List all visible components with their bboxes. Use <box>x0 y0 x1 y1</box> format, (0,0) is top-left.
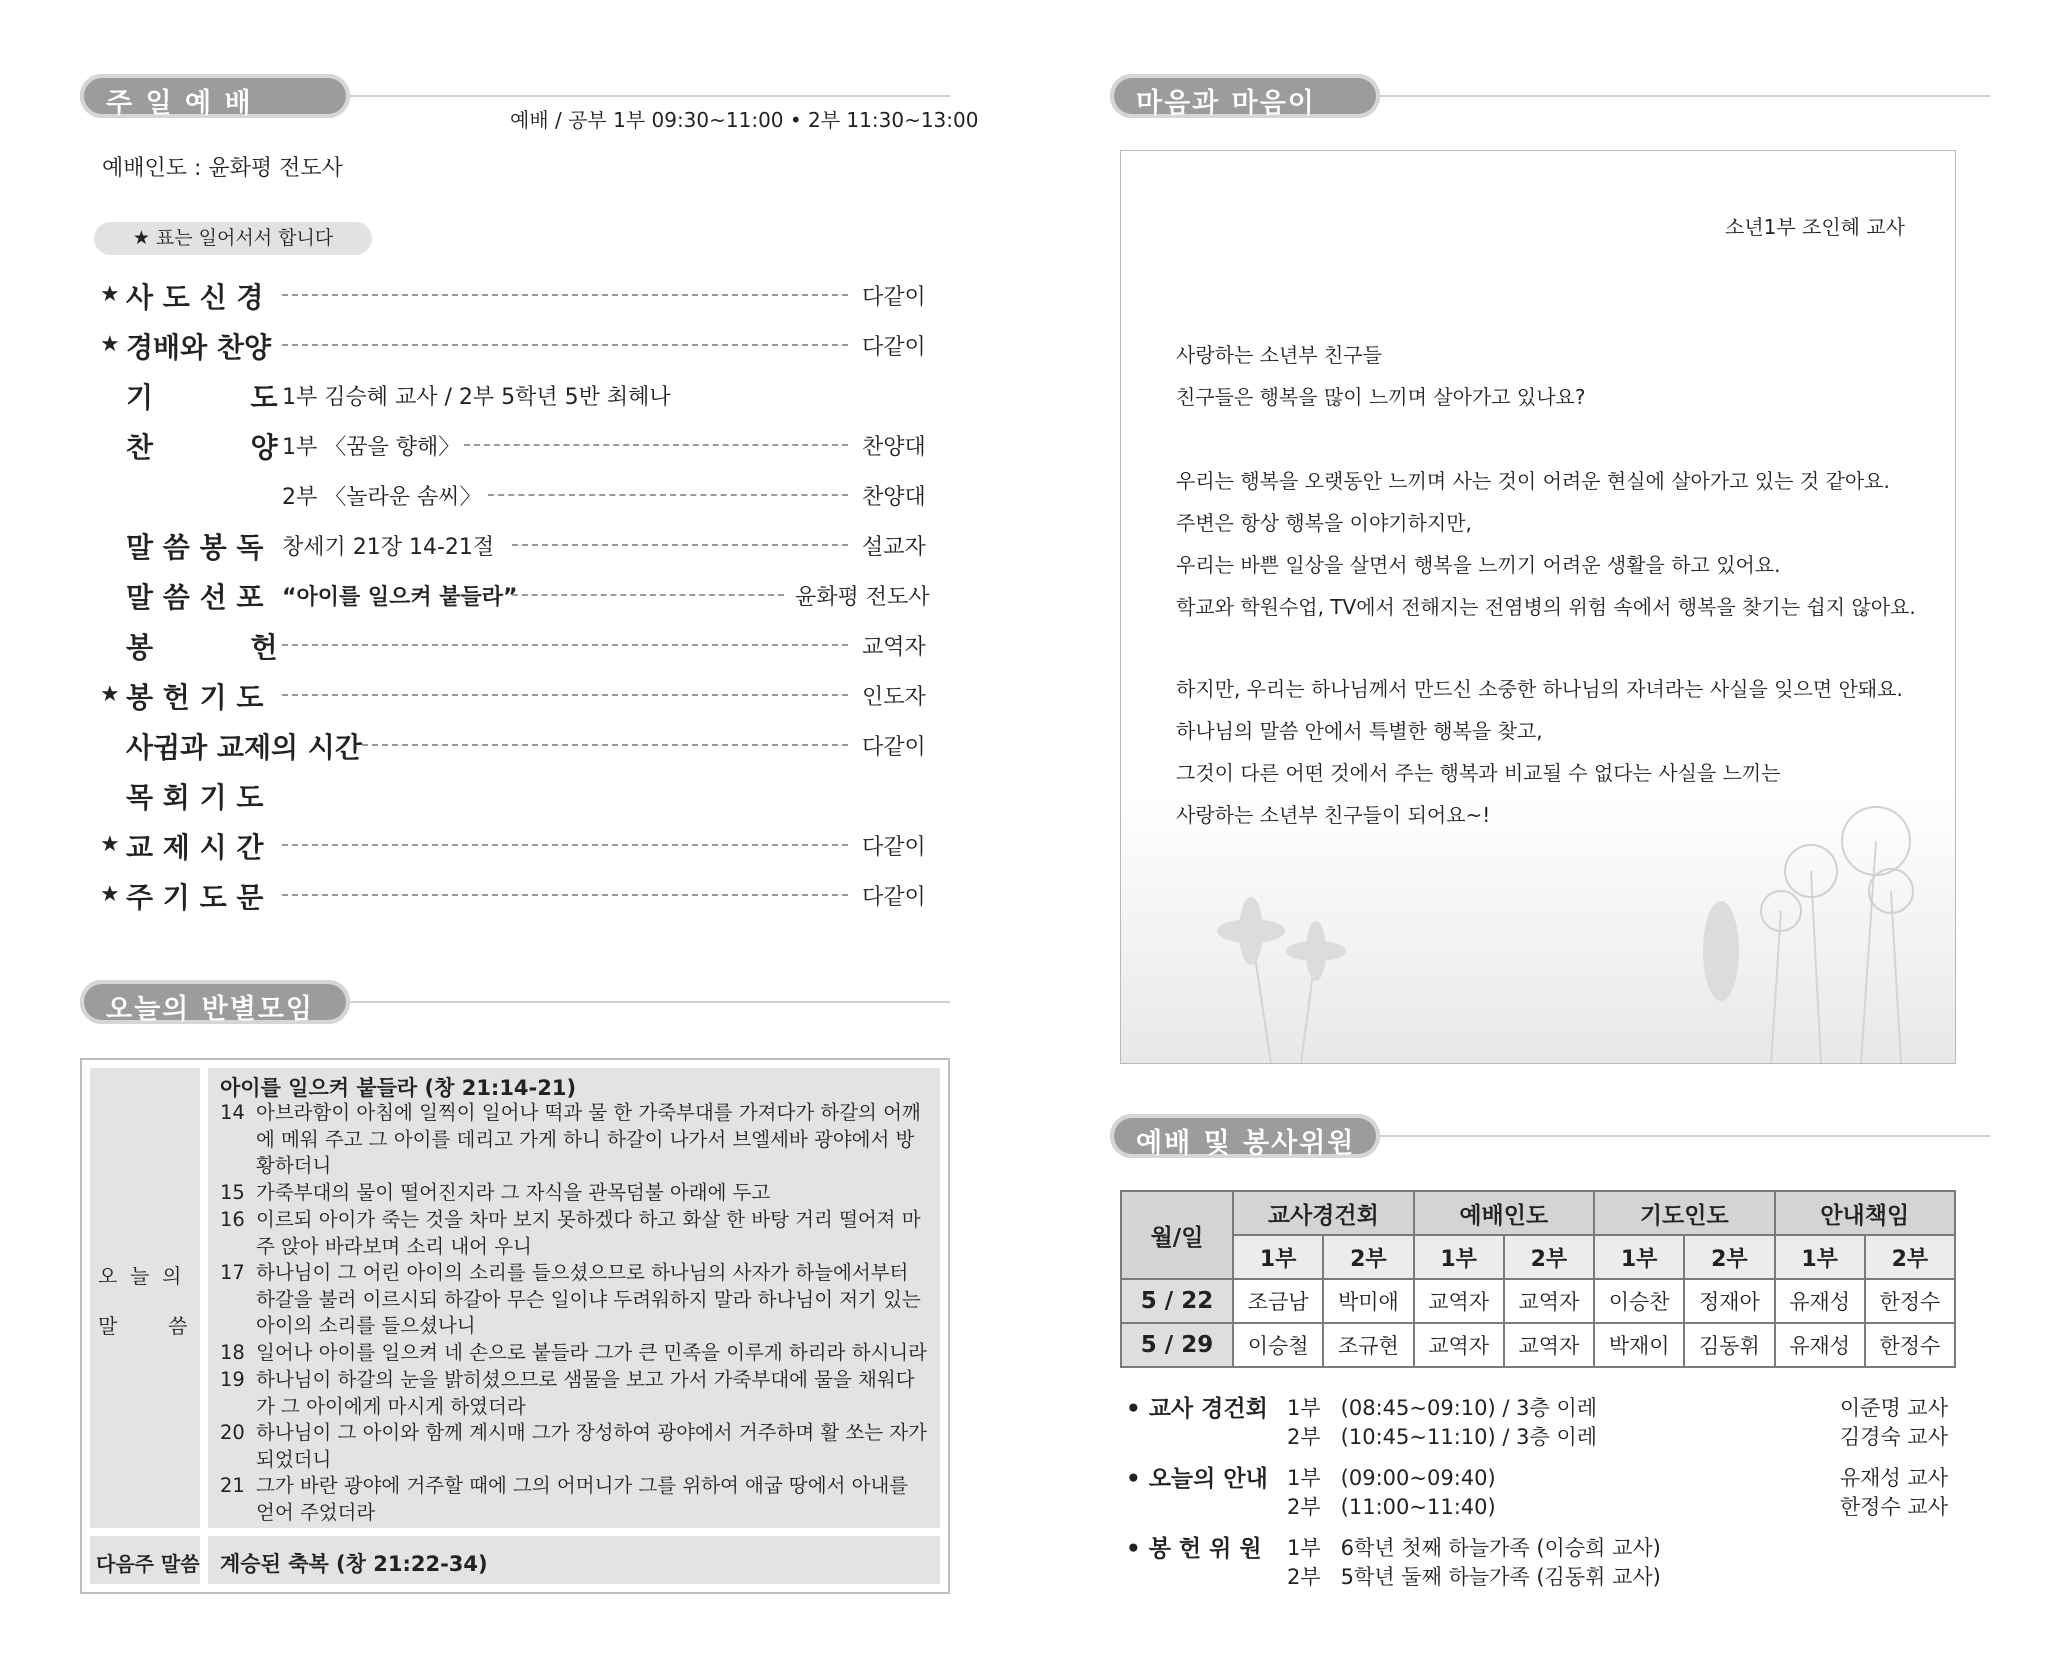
verse-text: 그가 바란 광야에 거주할 때에 그의 어머니가 그를 위하여 애굽 땅에서 아내를 얻어 주었더라 <box>256 1474 909 1524</box>
order-right: 다같이 <box>862 835 926 860</box>
worship-leader: 예배인도 : 윤화평 전도사 <box>102 156 343 181</box>
table-cell: 교역자 <box>1414 1323 1504 1367</box>
info-right: 한정수 교사 <box>1839 1495 1948 1519</box>
scripture-box <box>80 1058 950 1594</box>
passage-title: 아이를 일으켜 붙들라 (창 21:14-21) <box>220 1076 577 1100</box>
table-cell: 교역자 <box>1504 1323 1594 1367</box>
group-header: 교사경건회 <box>1233 1191 1414 1235</box>
sub-header: 1부 <box>1233 1235 1323 1279</box>
verse-number: 16 <box>220 1208 245 1231</box>
star-icon: ★ <box>100 682 120 707</box>
divider <box>1380 1135 1990 1137</box>
sub-header: 1부 <box>1414 1235 1504 1279</box>
order-label: 봉 헌 <box>126 631 278 664</box>
info-line: 1부 (09:00~09:40) <box>1287 1466 1496 1490</box>
order-label: 말 씀 선 포 <box>126 581 264 614</box>
order-label: 교 제 시 간 <box>126 831 264 864</box>
table-cell: 교역자 <box>1414 1279 1504 1323</box>
order-item <box>100 724 940 764</box>
info-line: 2부 (10:45~11:10) / 3층 이레 <box>1287 1425 1598 1449</box>
order-item <box>100 524 940 564</box>
order-item <box>100 574 940 614</box>
letter-line: 그것이 다른 어떤 것에서 주는 행복과 비교될 수 없다는 사실을 느끼는 <box>1176 761 1781 785</box>
info-right: 유재성 교사 <box>1839 1466 1948 1490</box>
table-cell: 박재이 <box>1594 1323 1684 1367</box>
letter-author: 소년1부 조인혜 교사 <box>1725 215 1905 239</box>
divider <box>350 95 950 97</box>
dotted-leader <box>282 694 848 696</box>
order-label: 경배와 찬양 <box>126 331 271 364</box>
verse-text: 하나님이 그 아이와 함께 계시매 그가 장성하여 광야에서 거주하며 활 쏘는 자가 되었더니 <box>256 1421 927 1471</box>
verse-text: 하나님이 그 어린 아이의 소리를 들으셨으므로 하나님의 사자가 하늘에서부터 하갈을 불러 이르시되 하갈아 무슨 일이냐 두려워하지 말라 하나님이 저기 있는 아이의 소리를 들으셨나니 <box>256 1261 921 1337</box>
dotted-leader <box>282 344 848 346</box>
group-header: 예배인도 <box>1414 1191 1595 1235</box>
order-right: 찬양대 <box>862 485 926 510</box>
section-title-pill <box>1110 1114 1380 1158</box>
order-item <box>100 324 940 364</box>
sub-header: 2부 <box>1865 1235 1955 1279</box>
letter-line: 사랑하는 소년부 친구들 <box>1176 343 1382 367</box>
verse-number: 17 <box>220 1261 245 1284</box>
scripture-label-1: 오 늘 의 <box>98 1264 182 1288</box>
table-cell: 조규현 <box>1323 1323 1413 1367</box>
order-right: 다같이 <box>862 735 926 760</box>
scripture-label-2: 말 씀 <box>98 1314 188 1338</box>
letter-line: 하나님의 말씀 안에서 특별한 행복을 찾고, <box>1176 719 1543 743</box>
sub-header: 2부 <box>1504 1235 1594 1279</box>
sub-header: 1부 <box>1775 1235 1865 1279</box>
letter-line: 하지만, 우리는 하나님께서 만드신 소중한 하나님의 자녀라는 사실을 잊으면 안돼요. <box>1176 677 1903 701</box>
dotted-leader <box>488 494 848 496</box>
order-content: “아이를 일으켜 붙들라” <box>282 585 518 610</box>
info-line: 1부 6학년 첫째 하늘가족 (이승희 교사) <box>1287 1536 1661 1560</box>
info-heading: • 교사 경건회 <box>1126 1396 1268 1422</box>
table-subheader-row <box>1121 1235 1955 1279</box>
info-heading: • 봉 헌 위 원 <box>1126 1536 1262 1562</box>
dotted-leader <box>282 844 848 846</box>
section-title: 오늘의 반별모임 <box>106 994 314 1025</box>
info-line: 2부 5학년 둘째 하늘가족 (김동휘 교사) <box>1287 1565 1661 1589</box>
worship-time-info: 예배 / 공부 1부 09:30~11:00 • 2부 11:30~13:00 <box>510 108 979 132</box>
order-label: 말 씀 봉 독 <box>126 531 264 564</box>
verse-number: 21 <box>220 1474 245 1497</box>
order-label: 주 기 도 문 <box>126 881 264 914</box>
order-item <box>100 274 940 314</box>
info-heading: • 오늘의 안내 <box>1126 1466 1268 1492</box>
date-header: 월/일 <box>1121 1191 1233 1279</box>
sub-header: 1부 <box>1594 1235 1684 1279</box>
verse-text: 아브라함이 아침에 일찍이 일어나 떡과 물 한 가죽부대를 가져다가 하갈의 어깨에 메워 주고 그 아이를 데리고 가게 하니 하갈이 나가서 브엘세바 광야에서 방황하더니 <box>256 1101 921 1177</box>
order-item <box>100 424 940 464</box>
meeting-section-header <box>80 980 950 1024</box>
order-item <box>100 374 940 414</box>
section-title: 예배 및 봉사위원 <box>1136 1128 1356 1159</box>
dotted-leader <box>282 644 848 646</box>
star-icon: ★ <box>100 882 120 907</box>
table-header-row <box>1121 1191 1955 1235</box>
letter-section-header <box>1110 74 1990 118</box>
table-cell: 유재성 <box>1775 1279 1865 1323</box>
table-cell: 교역자 <box>1504 1279 1594 1323</box>
section-title: 마음과 마음이 <box>1136 88 1316 119</box>
order-right: 윤화평 전도사 <box>795 585 930 610</box>
dotted-leader <box>282 294 848 296</box>
divider <box>350 1001 950 1003</box>
order-label: 목 회 기 도 <box>126 781 264 814</box>
letter-line: 사랑하는 소년부 친구들이 되어요~! <box>1176 803 1491 827</box>
table-cell: 이승찬 <box>1594 1279 1684 1323</box>
order-label: 기 도 <box>126 381 278 414</box>
order-content: 창세기 21장 14-21절 <box>282 535 495 560</box>
sub-header: 2부 <box>1684 1235 1774 1279</box>
order-item <box>100 674 940 714</box>
verse-number: 18 <box>220 1341 245 1364</box>
dotted-leader <box>282 894 848 896</box>
section-title-pill <box>1110 74 1380 118</box>
next-week-text: 계승된 축복 (창 21:22-34) <box>220 1552 488 1576</box>
info-line: 1부 (08:45~09:10) / 3층 이레 <box>1287 1396 1598 1420</box>
dotted-leader <box>512 594 784 596</box>
sub-header: 2부 <box>1323 1235 1413 1279</box>
table-cell: 한정수 <box>1865 1323 1955 1367</box>
star-icon: ★ <box>100 332 120 357</box>
letter-line: 우리는 바쁜 일상을 살면서 행복을 느끼기 어려운 생활을 하고 있어요. <box>1176 553 1781 577</box>
table-row <box>1121 1323 1955 1367</box>
order-item <box>100 824 940 864</box>
order-content: 1부 김승혜 교사 / 2부 5학년 5반 최혜나 <box>282 385 671 410</box>
section-title-pill <box>80 980 350 1024</box>
order-label: 봉 헌 기 도 <box>126 681 264 714</box>
order-item <box>100 474 940 514</box>
letter-box <box>1120 150 1956 1064</box>
letter-line: 우리는 행복을 오랫동안 느끼며 사는 것이 어려운 현실에 살아가고 있는 것 같아요. <box>1176 469 1890 493</box>
info-line: 2부 (11:00~11:40) <box>1287 1495 1496 1519</box>
verse-text: 이르되 아이가 죽는 것을 차마 보지 못하겠다 하고 화살 한 바탕 거리 떨어져 마주 앉아 바라보며 소리 내어 우니 <box>256 1208 921 1258</box>
order-label: 사귐과 교제의 시간 <box>126 731 362 764</box>
verse-number: 20 <box>220 1421 245 1444</box>
order-label: 찬 양 <box>126 431 278 464</box>
date-cell: 5 / 29 <box>1121 1323 1233 1367</box>
order-right: 인도자 <box>862 685 926 710</box>
table-cell: 정재아 <box>1684 1279 1774 1323</box>
duty-section-header <box>1110 1114 1990 1158</box>
duty-table <box>1120 1190 1956 1368</box>
info-right: 이준명 교사 <box>1839 1396 1948 1420</box>
section-title-pill <box>80 74 350 118</box>
table-row <box>1121 1279 1955 1323</box>
letter-line: 친구들은 행복을 많이 느끼며 살아가고 있나요? <box>1176 385 1586 409</box>
order-right: 다같이 <box>862 335 926 360</box>
divider <box>1380 95 1990 97</box>
scripture-label-cell <box>90 1068 200 1528</box>
order-right: 교역자 <box>862 635 926 660</box>
group-header: 기도인도 <box>1594 1191 1775 1235</box>
order-item <box>100 624 940 664</box>
verse-text: 하나님이 하갈의 눈을 밝히셨으므로 샘물을 보고 가서 가죽부대에 물을 채워다가 그 아이에게 마시게 하였더라 <box>256 1368 915 1418</box>
letter-line: 학교와 학원수업, TV에서 전해지는 전염병의 위험 속에서 행복을 찾기는 쉽지 않아요. <box>1176 595 1916 619</box>
order-right: 다같이 <box>862 285 926 310</box>
dotted-leader <box>464 444 848 446</box>
dotted-leader <box>512 544 848 546</box>
order-content: 2부 〈놀라운 솜씨〉 <box>282 485 482 510</box>
order-content: 1부 〈꿈을 향해〉 <box>282 435 461 460</box>
verse-text: 가죽부대의 물이 떨어진지라 그 자식을 관목덤불 아래에 두고 <box>256 1181 771 1204</box>
stand-note: ★ 표는 일어서서 합니다 <box>94 222 372 255</box>
verse-number: 15 <box>220 1181 245 1204</box>
table-cell: 이승철 <box>1233 1323 1323 1367</box>
table-cell: 박미애 <box>1323 1279 1413 1323</box>
table-cell: 유재성 <box>1775 1323 1865 1367</box>
verse-number: 19 <box>220 1368 245 1391</box>
order-label: 사 도 신 경 <box>126 281 264 314</box>
info-right: 김경숙 교사 <box>1839 1425 1948 1449</box>
order-item <box>100 874 940 914</box>
section-title: 주 일 예 배 <box>106 88 253 119</box>
order-right: 다같이 <box>862 885 926 910</box>
table-cell: 한정수 <box>1865 1279 1955 1323</box>
order-right: 찬양대 <box>862 435 926 460</box>
next-week-label: 다음주 말씀 <box>96 1552 200 1576</box>
table-cell: 조금남 <box>1233 1279 1323 1323</box>
letter-line: 주변은 항상 행복을 이야기하지만, <box>1176 511 1472 535</box>
table-cell: 김동휘 <box>1684 1323 1774 1367</box>
dotted-leader <box>362 744 848 746</box>
star-icon: ★ <box>100 832 120 857</box>
verse-number: 14 <box>220 1101 245 1124</box>
order-item <box>100 774 940 814</box>
verse-text: 일어나 아이를 일으켜 네 손으로 붙들라 그가 큰 민족을 이루게 하리라 하시니라 <box>256 1341 927 1364</box>
star-icon: ★ <box>100 282 120 307</box>
group-header: 안내책임 <box>1775 1191 1956 1235</box>
order-right: 설교자 <box>862 535 926 560</box>
date-cell: 5 / 22 <box>1121 1279 1233 1323</box>
